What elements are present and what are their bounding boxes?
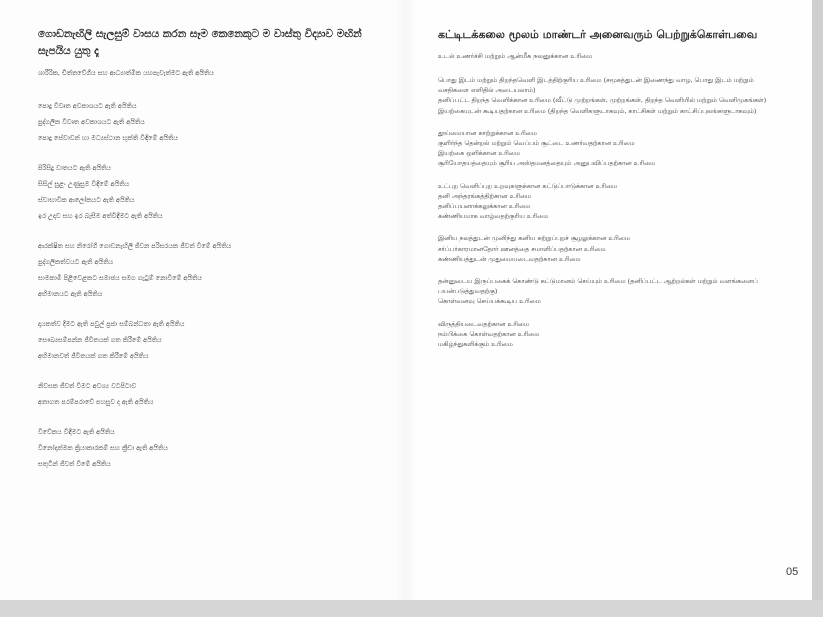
sinhala-line: පිරිසිදු වාතයට ඇති අයිතිය: [38, 164, 112, 172]
page-number: 05: [786, 566, 799, 578]
tamil-line: தனி அந்தரங்கத்திற்கான உரிமை: [438, 191, 532, 200]
sinhala-group-1: [38, 98, 378, 146]
sinhala-line: දායකත්ව දීමට ඇති පවුල් ප්‍රජා සම්බන්ධතා ඇති අයිතිය: [38, 320, 185, 328]
sinhala-line: සතුටින් ජීවත් වීමේ අයිතිය: [38, 460, 111, 468]
sinhala-line: පුද්ගලික විවෘත අවකාශයට ඇති අයිතිය: [38, 118, 145, 126]
sinhala-line: සෞඛ්‍යසම්පන්න ජීවිතයක් ගත කිරීමේ අයිතිය: [38, 336, 162, 344]
sinhala-group-5: [38, 378, 378, 410]
tamil-line: குளிர்ந்த தென்றல் மற்றும் வெப்பம் சூட்டை உணர்வதற்கான உரிமை: [438, 139, 635, 148]
sinhala-line: සිසිල් සුළං උණුසුම විඳීමේ අයිතිය: [38, 180, 130, 188]
scan-right-edge: [812, 0, 823, 617]
sinhala-line: ස්වාභාවික ආලෝකයට ඇති අයිතිය: [38, 196, 135, 204]
sinhala-line: නිවසක ජීවත් වීමට අවශ්‍ය වටපිටාව: [38, 382, 137, 390]
sinhala-group-4: [38, 316, 378, 364]
sinhala-line: සාමකාමී පිළිවෙළකට සමාජය සමග ගැටුම් නොවීමේ අයිතිය: [38, 274, 202, 282]
tamil-line: இயற்கை ஒளிக்கான உரிமை: [438, 149, 520, 158]
sinhala-line: අභිමානවත් ජීවිතයක් ගත කිරීමේ අයිතිය: [38, 352, 149, 360]
tamil-line: இயற்கையுடன் கூடியதற்கான உரிமை (திறந்த வெளிகளுடாகவும், காட்சிகள் மற்றும் காட்சிப்புலங்களுடாகவும்): [438, 106, 757, 115]
sinhala-line: පුද්ගලිකත්වයට ඇති අයිතිය: [38, 258, 114, 266]
sinhala-group-6: [38, 424, 378, 472]
tamil-line: கொள்வனவு செய்யக்கூடிய உரிமை: [438, 297, 541, 306]
book-gutter: [396, 0, 416, 600]
sinhala-line: අභිමානයට ඇති අයිතිය: [38, 290, 103, 298]
tamil-column: [438, 26, 778, 349]
sinhala-group-2: [38, 160, 378, 224]
tamil-group-3: [438, 181, 778, 222]
tamil-line: இனிய நலத்துடன் முனிந்து கனிய சுற்றுப்புறச் சூழலுக்கான உரிமை: [438, 234, 630, 243]
scan-bottom-edge: [0, 600, 823, 617]
sinhala-line: ඉර උදාව සහ ඉර බැසීම අත්විඳීමට ඇති අයිතිය: [38, 212, 163, 220]
tamil-line: தனிப்பட்ட திறந்த வெளிக்கான உரிமை (வீட்டு முற்றங்கள், முற்றங்கள், திறந்த வெளியில் மற்றும் வெளிமுகங்கள்): [438, 96, 767, 105]
sinhala-line: පොදු සේවාවන් හා මධ්‍යස්ථාන භුක්ති විඳීමේ අයිතිය: [38, 134, 178, 142]
tamil-line: தூய்மையான காற்றுக்கான உரிமை: [438, 128, 537, 137]
tamil-group-2: [438, 128, 778, 169]
sinhala-title: ගොඩනැඟිලි සැලසුම් වාසය කරන සෑම කෙනෙකුට ම වාස්තු විද්‍යාව මඟින් සැපයිය යුතු දෑ: [38, 28, 362, 57]
tamil-title: கட்டிடக்கலை மூலம் மாண்டர் அனைவரும் பெற்றுக்கொள்பவை: [438, 28, 758, 41]
tamil-group-6: [438, 319, 778, 350]
tamil-line: தனிப்பயனாக்கலுக்கான உரிமை: [438, 202, 531, 211]
sinhala-line: ආරක්ෂිත සහ නිරෝගී ගොඩනැඟිලි ජීවන පරිසරයක ජීවත් වීමේ අයිතිය: [38, 242, 232, 250]
tamil-group-1: [438, 75, 778, 116]
tamil-line: சர்ப்பர்காரமானதோர் ஊனத்தை சமாளிப்பதற்கான உரிமை: [438, 244, 606, 253]
sinhala-line: විනෝදාත්මක ක්‍රියාකාරකම් සහ ක්‍රීඩා ඇති අයිතිය: [38, 444, 168, 452]
sinhala-group-3: [38, 238, 378, 302]
sinhala-column: [38, 26, 378, 472]
tamil-line: சூரியோதயத்தையும் சூரிய அஸ்தமனத்தையும் அனுபவிப்பதற்கான உரிமை: [438, 159, 656, 168]
tamil-line: நம்பிக்கை கொள்வதற்கான உரிமை: [438, 329, 540, 338]
tamil-line: கண்ணியத்துடன் முதுமையடைவதற்கான உரிமை: [438, 254, 581, 263]
sinhala-line: පොදු විවෘත අවකාශයට ඇති අයිතිය: [38, 102, 137, 110]
tamil-line: உட்புற வெளிப்புற உறவுகளுக்கான கட்டுப்பாடுக்கான உரிமை: [438, 181, 618, 190]
tamil-line: மகிழ்ந்துகளிக்கும் உரிமை: [438, 340, 513, 349]
tamil-line: பொது இடம் மற்றும் திறந்தவெளி இடத்திற்குரிய உரிமை (சமூகத்துடன் இணைந்து வாழ, பொது இடம் மற்றும் வசதிகளை எளிதில் அடையலாம்): [438, 76, 754, 95]
tamil-line: விருத்தியடைவதற்கான உரிமை: [438, 319, 530, 328]
tamil-line: தன்னுடைய இருப்பகைக் கொண்டு கட்டுமானம் செய்யும் உரிமை (தனிப்பட்ட ஆற்றல்கள் மற்றும் வளங்களைப் பயன்படுத்துவதற்கு): [438, 277, 758, 296]
tamil-group-4: [438, 233, 778, 264]
sinhala-line: විවේකය විඳීමට ඇති අයිතිය: [38, 428, 115, 436]
sinhala-subtitle: ශාරීරික, චිත්තවේගීය සහ ආධ්‍යාත්මික යහපැවැත්මට ඇති අයිතිය: [38, 69, 214, 77]
sinhala-line: අනාගත පරම්පරාවේ පහසුව ද ඇති අයිතිය: [38, 398, 154, 406]
tamil-line: கண்ணியமாக வாழ்வதற்குரிய உரிமை: [438, 212, 549, 221]
tamil-group-5: [438, 276, 778, 307]
tamil-subtitle: உடல் உணர்ச்சி மற்றும் ஆன்மீக நலனுக்கான உரிமை: [438, 52, 593, 60]
